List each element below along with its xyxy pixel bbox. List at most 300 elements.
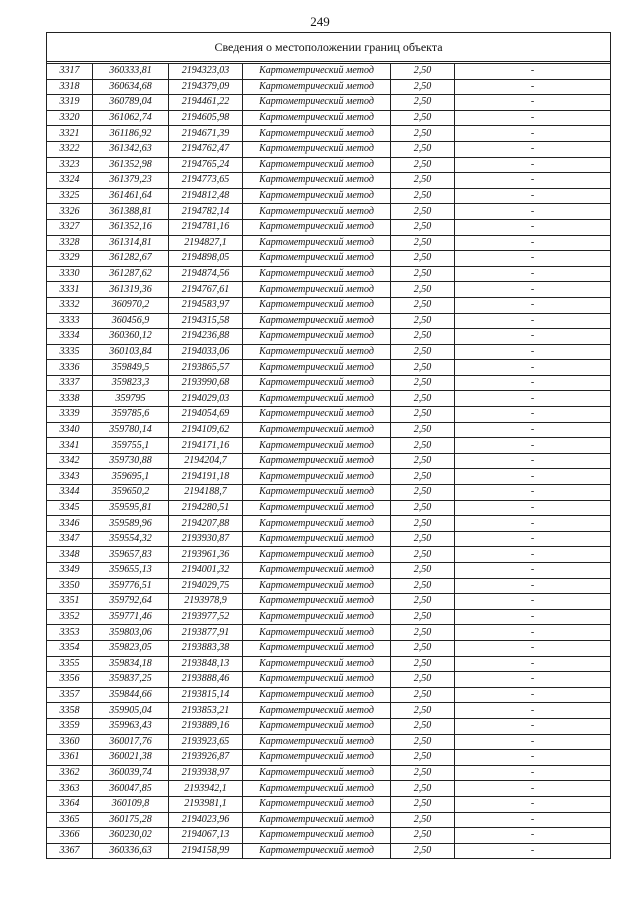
y-coordinate-cell: 2194315,58 <box>169 313 243 329</box>
table-row <box>47 329 611 345</box>
table-row <box>47 95 611 111</box>
y-coordinate-cell: 2194827,1 <box>169 235 243 251</box>
accuracy-cell: 2,50 <box>391 500 455 516</box>
method-cell: Картометрический метод <box>243 672 391 688</box>
description-cell: - <box>455 578 611 594</box>
point-number-cell: 3366 <box>47 828 93 844</box>
accuracy-cell: 2,50 <box>391 765 455 781</box>
y-coordinate-cell: 2193889,16 <box>169 718 243 734</box>
x-coordinate-cell: 361287,62 <box>93 266 169 282</box>
description-cell: - <box>455 640 611 656</box>
point-number-cell: 3330 <box>47 266 93 282</box>
table-row <box>47 469 611 485</box>
y-coordinate-cell: 2194158,99 <box>169 843 243 859</box>
method-cell: Картометрический метод <box>243 500 391 516</box>
point-number-cell: 3353 <box>47 625 93 641</box>
y-coordinate-cell: 2193981,1 <box>169 796 243 812</box>
y-coordinate-cell: 2194280,51 <box>169 500 243 516</box>
point-number-cell: 3334 <box>47 329 93 345</box>
y-coordinate-cell: 2194605,98 <box>169 110 243 126</box>
description-cell: - <box>455 438 611 454</box>
point-number-cell: 3319 <box>47 95 93 111</box>
y-coordinate-cell: 2194767,61 <box>169 282 243 298</box>
x-coordinate-cell: 359792,64 <box>93 594 169 610</box>
point-number-cell: 3343 <box>47 469 93 485</box>
accuracy-cell: 2,50 <box>391 485 455 501</box>
table-row <box>47 438 611 454</box>
description-cell: - <box>455 781 611 797</box>
table-row <box>47 703 611 719</box>
table-row <box>47 173 611 189</box>
point-number-cell: 3331 <box>47 282 93 298</box>
x-coordinate-cell: 361388,81 <box>93 204 169 220</box>
x-coordinate-cell: 360017,76 <box>93 734 169 750</box>
table-row <box>47 79 611 95</box>
method-cell: Картометрический метод <box>243 126 391 142</box>
method-cell: Картометрический метод <box>243 703 391 719</box>
method-cell: Картометрический метод <box>243 375 391 391</box>
table-row <box>47 219 611 235</box>
x-coordinate-cell: 361461,64 <box>93 188 169 204</box>
description-cell: - <box>455 235 611 251</box>
table-row <box>47 407 611 423</box>
table-row <box>47 547 611 563</box>
accuracy-cell: 2,50 <box>391 422 455 438</box>
method-cell: Картометрический метод <box>243 407 391 423</box>
y-coordinate-cell: 2193978,9 <box>169 594 243 610</box>
x-coordinate-cell: 359776,51 <box>93 578 169 594</box>
method-cell: Картометрический метод <box>243 750 391 766</box>
point-number-cell: 3339 <box>47 407 93 423</box>
method-cell: Картометрический метод <box>243 79 391 95</box>
accuracy-cell: 2,50 <box>391 110 455 126</box>
accuracy-cell: 2,50 <box>391 469 455 485</box>
table-row <box>47 297 611 313</box>
table-row <box>47 141 611 157</box>
table-row <box>47 64 611 80</box>
point-number-cell: 3336 <box>47 360 93 376</box>
method-cell: Картометрический метод <box>243 594 391 610</box>
y-coordinate-cell: 2194054,69 <box>169 407 243 423</box>
method-cell: Картометрический метод <box>243 453 391 469</box>
point-number-cell: 3337 <box>47 375 93 391</box>
x-coordinate-cell: 360336,63 <box>93 843 169 859</box>
accuracy-cell: 2,50 <box>391 297 455 313</box>
accuracy-cell: 2,50 <box>391 266 455 282</box>
point-number-cell: 3323 <box>47 157 93 173</box>
method-cell: Картометрический метод <box>243 313 391 329</box>
table-row <box>47 282 611 298</box>
method-cell: Картометрический метод <box>243 516 391 532</box>
description-cell: - <box>455 126 611 142</box>
point-number-cell: 3322 <box>47 141 93 157</box>
x-coordinate-cell: 359589,96 <box>93 516 169 532</box>
description-cell: - <box>455 718 611 734</box>
point-number-cell: 3350 <box>47 578 93 594</box>
x-coordinate-cell: 360021,38 <box>93 750 169 766</box>
description-cell: - <box>455 422 611 438</box>
description-cell: - <box>455 329 611 345</box>
y-coordinate-cell: 2193926,87 <box>169 750 243 766</box>
method-cell: Картометрический метод <box>243 329 391 345</box>
table-row <box>47 578 611 594</box>
point-number-cell: 3344 <box>47 485 93 501</box>
x-coordinate-cell: 360230,02 <box>93 828 169 844</box>
accuracy-cell: 2,50 <box>391 141 455 157</box>
y-coordinate-cell: 2194898,05 <box>169 251 243 267</box>
table-row <box>47 360 611 376</box>
method-cell: Картометрический метод <box>243 828 391 844</box>
table-row <box>47 843 611 859</box>
description-cell: - <box>455 453 611 469</box>
accuracy-cell: 2,50 <box>391 219 455 235</box>
accuracy-cell: 2,50 <box>391 235 455 251</box>
accuracy-cell: 2,50 <box>391 578 455 594</box>
y-coordinate-cell: 2194188,7 <box>169 485 243 501</box>
x-coordinate-cell: 360109,8 <box>93 796 169 812</box>
method-cell: Картометрический метод <box>243 563 391 579</box>
table-row <box>47 687 611 703</box>
method-cell: Картометрический метод <box>243 157 391 173</box>
y-coordinate-cell: 2194001,32 <box>169 563 243 579</box>
accuracy-cell: 2,50 <box>391 796 455 812</box>
description-cell: - <box>455 251 611 267</box>
description-cell: - <box>455 313 611 329</box>
description-cell: - <box>455 547 611 563</box>
y-coordinate-cell: 2194323,03 <box>169 64 243 80</box>
x-coordinate-cell: 359803,06 <box>93 625 169 641</box>
x-coordinate-cell: 359849,5 <box>93 360 169 376</box>
x-coordinate-cell: 359595,81 <box>93 500 169 516</box>
description-cell: - <box>455 79 611 95</box>
x-coordinate-cell: 360456,9 <box>93 313 169 329</box>
y-coordinate-cell: 2194023,96 <box>169 812 243 828</box>
method-cell: Картометрический метод <box>243 843 391 859</box>
accuracy-cell: 2,50 <box>391 204 455 220</box>
accuracy-cell: 2,50 <box>391 609 455 625</box>
method-cell: Картометрический метод <box>243 391 391 407</box>
method-cell: Картометрический метод <box>243 609 391 625</box>
y-coordinate-cell: 2193848,13 <box>169 656 243 672</box>
table-row <box>47 500 611 516</box>
point-number-cell: 3364 <box>47 796 93 812</box>
accuracy-cell: 2,50 <box>391 750 455 766</box>
description-cell: - <box>455 796 611 812</box>
y-coordinate-cell: 2194461,22 <box>169 95 243 111</box>
table-row <box>47 765 611 781</box>
description-cell: - <box>455 157 611 173</box>
point-number-cell: 3361 <box>47 750 93 766</box>
method-cell: Картометрический метод <box>243 485 391 501</box>
point-number-cell: 3335 <box>47 344 93 360</box>
method-cell: Картометрический метод <box>243 718 391 734</box>
description-cell: - <box>455 469 611 485</box>
method-cell: Картометрический метод <box>243 266 391 282</box>
accuracy-cell: 2,50 <box>391 516 455 532</box>
point-number-cell: 3352 <box>47 609 93 625</box>
description-cell: - <box>455 563 611 579</box>
description-cell: - <box>455 344 611 360</box>
accuracy-cell: 2,50 <box>391 781 455 797</box>
x-coordinate-cell: 360634,68 <box>93 79 169 95</box>
point-number-cell: 3345 <box>47 500 93 516</box>
method-cell: Картометрический метод <box>243 578 391 594</box>
table-row <box>47 828 611 844</box>
description-cell: - <box>455 95 611 111</box>
accuracy-cell: 2,50 <box>391 126 455 142</box>
table-row <box>47 516 611 532</box>
table-row <box>47 375 611 391</box>
x-coordinate-cell: 359823,05 <box>93 640 169 656</box>
x-coordinate-cell: 361062,74 <box>93 110 169 126</box>
y-coordinate-cell: 2194671,39 <box>169 126 243 142</box>
description-cell: - <box>455 110 611 126</box>
accuracy-cell: 2,50 <box>391 375 455 391</box>
point-number-cell: 3320 <box>47 110 93 126</box>
x-coordinate-cell: 361342,63 <box>93 141 169 157</box>
method-cell: Картометрический метод <box>243 469 391 485</box>
point-number-cell: 3324 <box>47 173 93 189</box>
description-cell: - <box>455 266 611 282</box>
x-coordinate-cell: 359771,46 <box>93 609 169 625</box>
y-coordinate-cell: 2194781,16 <box>169 219 243 235</box>
table-row <box>47 672 611 688</box>
point-number-cell: 3321 <box>47 126 93 142</box>
point-number-cell: 3326 <box>47 204 93 220</box>
x-coordinate-cell: 359795 <box>93 391 169 407</box>
method-cell: Картометрический метод <box>243 235 391 251</box>
method-cell: Картометрический метод <box>243 344 391 360</box>
point-number-cell: 3329 <box>47 251 93 267</box>
table-row <box>47 251 611 267</box>
description-cell: - <box>455 188 611 204</box>
x-coordinate-cell: 360333,81 <box>93 64 169 80</box>
point-number-cell: 3318 <box>47 79 93 95</box>
method-cell: Картометрический метод <box>243 188 391 204</box>
x-coordinate-cell: 361314,81 <box>93 235 169 251</box>
accuracy-cell: 2,50 <box>391 173 455 189</box>
x-coordinate-cell: 359963,43 <box>93 718 169 734</box>
x-coordinate-cell: 359655,13 <box>93 563 169 579</box>
accuracy-cell: 2,50 <box>391 812 455 828</box>
method-cell: Картометрический метод <box>243 297 391 313</box>
x-coordinate-cell: 361282,67 <box>93 251 169 267</box>
description-cell: - <box>455 64 611 80</box>
accuracy-cell: 2,50 <box>391 672 455 688</box>
accuracy-cell: 2,50 <box>391 64 455 80</box>
description-cell: - <box>455 141 611 157</box>
description-cell: - <box>455 594 611 610</box>
accuracy-cell: 2,50 <box>391 734 455 750</box>
method-cell: Картометрический метод <box>243 282 391 298</box>
y-coordinate-cell: 2194204,7 <box>169 453 243 469</box>
description-cell: - <box>455 297 611 313</box>
x-coordinate-cell: 360360,12 <box>93 329 169 345</box>
x-coordinate-cell: 359657,83 <box>93 547 169 563</box>
x-coordinate-cell: 359755,1 <box>93 438 169 454</box>
accuracy-cell: 2,50 <box>391 453 455 469</box>
description-cell: - <box>455 828 611 844</box>
table-row <box>47 796 611 812</box>
table-row <box>47 204 611 220</box>
table-row <box>47 422 611 438</box>
x-coordinate-cell: 359780,14 <box>93 422 169 438</box>
point-number-cell: 3360 <box>47 734 93 750</box>
description-cell: - <box>455 360 611 376</box>
y-coordinate-cell: 2193865,57 <box>169 360 243 376</box>
point-number-cell: 3325 <box>47 188 93 204</box>
accuracy-cell: 2,50 <box>391 188 455 204</box>
y-coordinate-cell: 2193930,87 <box>169 531 243 547</box>
x-coordinate-cell: 359695,1 <box>93 469 169 485</box>
description-cell: - <box>455 687 611 703</box>
y-coordinate-cell: 2194109,62 <box>169 422 243 438</box>
y-coordinate-cell: 2194773,65 <box>169 173 243 189</box>
accuracy-cell: 2,50 <box>391 344 455 360</box>
y-coordinate-cell: 2193883,38 <box>169 640 243 656</box>
y-coordinate-cell: 2194874,56 <box>169 266 243 282</box>
method-cell: Картометрический метод <box>243 110 391 126</box>
point-number-cell: 3347 <box>47 531 93 547</box>
description-cell: - <box>455 485 611 501</box>
accuracy-cell: 2,50 <box>391 360 455 376</box>
method-cell: Картометрический метод <box>243 687 391 703</box>
x-coordinate-cell: 361352,16 <box>93 219 169 235</box>
point-number-cell: 3342 <box>47 453 93 469</box>
accuracy-cell: 2,50 <box>391 687 455 703</box>
y-coordinate-cell: 2194765,24 <box>169 157 243 173</box>
method-cell: Картометрический метод <box>243 656 391 672</box>
accuracy-cell: 2,50 <box>391 391 455 407</box>
description-cell: - <box>455 516 611 532</box>
y-coordinate-cell: 2194029,75 <box>169 578 243 594</box>
accuracy-cell: 2,50 <box>391 407 455 423</box>
y-coordinate-cell: 2193853,21 <box>169 703 243 719</box>
table-row <box>47 235 611 251</box>
point-number-cell: 3332 <box>47 297 93 313</box>
x-coordinate-cell: 361319,36 <box>93 282 169 298</box>
table-row <box>47 594 611 610</box>
table-row <box>47 718 611 734</box>
method-cell: Картометрический метод <box>243 625 391 641</box>
point-number-cell: 3328 <box>47 235 93 251</box>
accuracy-cell: 2,50 <box>391 313 455 329</box>
description-cell: - <box>455 609 611 625</box>
table-row <box>47 812 611 828</box>
x-coordinate-cell: 360103,84 <box>93 344 169 360</box>
y-coordinate-cell: 2193815,14 <box>169 687 243 703</box>
y-coordinate-cell: 2194583,97 <box>169 297 243 313</box>
method-cell: Картометрический метод <box>243 812 391 828</box>
x-coordinate-cell: 359837,25 <box>93 672 169 688</box>
x-coordinate-cell: 360047,85 <box>93 781 169 797</box>
y-coordinate-cell: 2193938,97 <box>169 765 243 781</box>
table-row <box>47 266 611 282</box>
method-cell: Картометрический метод <box>243 547 391 563</box>
description-cell: - <box>455 204 611 220</box>
point-number-cell: 3359 <box>47 718 93 734</box>
method-cell: Картометрический метод <box>243 765 391 781</box>
accuracy-cell: 2,50 <box>391 282 455 298</box>
point-number-cell: 3365 <box>47 812 93 828</box>
method-cell: Картометрический метод <box>243 173 391 189</box>
description-cell: - <box>455 765 611 781</box>
accuracy-cell: 2,50 <box>391 547 455 563</box>
y-coordinate-cell: 2193877,91 <box>169 625 243 641</box>
table-row <box>47 313 611 329</box>
table-row <box>47 609 611 625</box>
table-row <box>47 656 611 672</box>
x-coordinate-cell: 360175,28 <box>93 812 169 828</box>
accuracy-cell: 2,50 <box>391 95 455 111</box>
y-coordinate-cell: 2194812,48 <box>169 188 243 204</box>
x-coordinate-cell: 361379,23 <box>93 173 169 189</box>
point-number-cell: 3341 <box>47 438 93 454</box>
x-coordinate-cell: 359905,04 <box>93 703 169 719</box>
method-cell: Картометрический метод <box>243 95 391 111</box>
description-cell: - <box>455 656 611 672</box>
y-coordinate-cell: 2194029,03 <box>169 391 243 407</box>
y-coordinate-cell: 2194207,88 <box>169 516 243 532</box>
table-row <box>47 563 611 579</box>
table-row <box>47 126 611 142</box>
table-row <box>47 625 611 641</box>
point-number-cell: 3338 <box>47 391 93 407</box>
table-row <box>47 640 611 656</box>
x-coordinate-cell: 359650,2 <box>93 485 169 501</box>
description-cell: - <box>455 625 611 641</box>
point-number-cell: 3346 <box>47 516 93 532</box>
point-number-cell: 3356 <box>47 672 93 688</box>
point-number-cell: 3333 <box>47 313 93 329</box>
accuracy-cell: 2,50 <box>391 640 455 656</box>
y-coordinate-cell: 2194782,14 <box>169 204 243 220</box>
method-cell: Картометрический метод <box>243 734 391 750</box>
description-cell: - <box>455 703 611 719</box>
method-cell: Картометрический метод <box>243 141 391 157</box>
description-cell: - <box>455 843 611 859</box>
accuracy-cell: 2,50 <box>391 79 455 95</box>
description-cell: - <box>455 282 611 298</box>
y-coordinate-cell: 2194236,88 <box>169 329 243 345</box>
point-number-cell: 3354 <box>47 640 93 656</box>
table-row <box>47 781 611 797</box>
accuracy-cell: 2,50 <box>391 843 455 859</box>
y-coordinate-cell: 2193961,36 <box>169 547 243 563</box>
x-coordinate-cell: 359823,3 <box>93 375 169 391</box>
method-cell: Картометрический метод <box>243 781 391 797</box>
method-cell: Картометрический метод <box>243 251 391 267</box>
method-cell: Картометрический метод <box>243 204 391 220</box>
table-title-row <box>47 33 611 62</box>
accuracy-cell: 2,50 <box>391 594 455 610</box>
method-cell: Картометрический метод <box>243 422 391 438</box>
y-coordinate-cell: 2193888,46 <box>169 672 243 688</box>
x-coordinate-cell: 359785,6 <box>93 407 169 423</box>
accuracy-cell: 2,50 <box>391 329 455 345</box>
method-cell: Картометрический метод <box>243 438 391 454</box>
accuracy-cell: 2,50 <box>391 828 455 844</box>
method-cell: Картометрический метод <box>243 796 391 812</box>
point-number-cell: 3351 <box>47 594 93 610</box>
description-cell: - <box>455 750 611 766</box>
accuracy-cell: 2,50 <box>391 563 455 579</box>
x-coordinate-cell: 360970,2 <box>93 297 169 313</box>
table-title: Сведения о местоположении границ объекта <box>47 33 611 62</box>
description-cell: - <box>455 672 611 688</box>
accuracy-cell: 2,50 <box>391 625 455 641</box>
table-row <box>47 485 611 501</box>
